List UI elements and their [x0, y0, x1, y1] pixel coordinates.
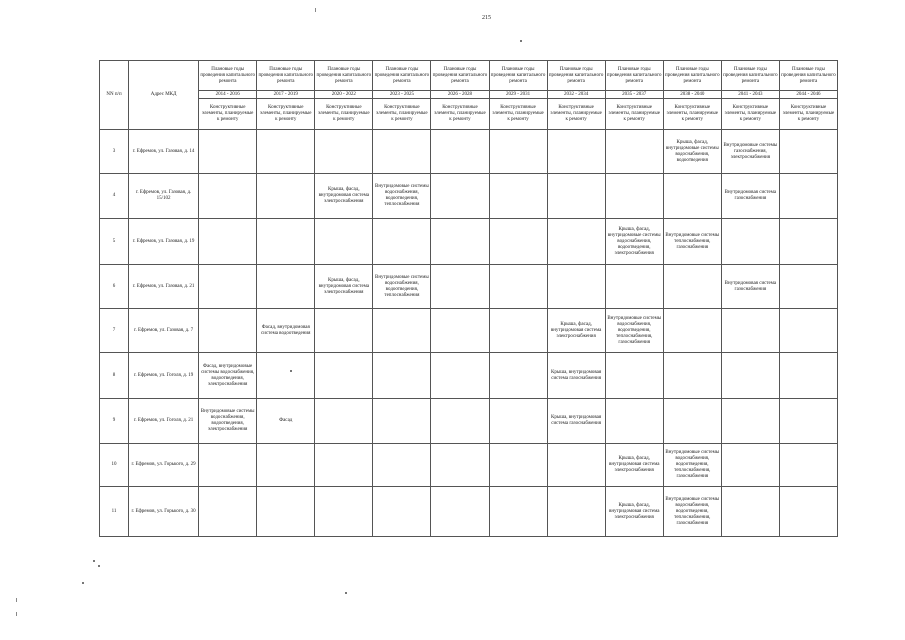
address-cell: г. Ефремов, ул. Газовая, д. 19	[129, 219, 199, 265]
period-title: Плановые годы проведения капитального ремонта	[779, 61, 837, 91]
element-cell	[721, 219, 779, 265]
header-row-elements	[100, 99, 838, 130]
element-cell	[373, 444, 431, 487]
element-cell	[605, 130, 663, 174]
scan-speck	[16, 612, 17, 616]
element-cell	[779, 309, 837, 353]
period-years: 2023 - 2025	[373, 91, 431, 99]
element-cell: Крыша, внутридомовая система газоснабжения	[547, 353, 605, 399]
table-body	[100, 130, 838, 537]
repair-plan-table	[99, 60, 838, 537]
table-row	[100, 444, 838, 487]
element-cell	[373, 309, 431, 353]
element-cell	[779, 353, 837, 399]
element-cell: Внутридомовые системы водоснабжения, водоотведения, теплоснабжения	[373, 174, 431, 219]
period-title: Плановые годы проведения капитального ремонта	[315, 61, 373, 91]
address-cell: г. Ефремов, ул. Горького, д. 29	[129, 444, 199, 487]
element-cell	[257, 130, 315, 174]
element-cell: Внутридомовые системы газоснабжения, электроснабжения	[721, 130, 779, 174]
table-row	[100, 309, 838, 353]
element-cell	[199, 174, 257, 219]
element-cell	[431, 265, 489, 309]
element-cell	[257, 174, 315, 219]
element-cell: Крыша, фасад, внутридомовая система электроснабжения	[547, 309, 605, 353]
header-row-periods	[100, 91, 838, 99]
page-number: 215	[482, 15, 491, 21]
address-cell: г. Ефремов, ул. Гоголя, д. 21	[129, 399, 199, 444]
scan-speck	[520, 40, 522, 42]
element-cell	[431, 444, 489, 487]
period-years: 2017 - 2019	[257, 91, 315, 99]
address-cell: г. Ефремов, ул. Гоголя, д. 19	[129, 353, 199, 399]
elements-label: Конструктивные элементы, планируемые к ремонту	[257, 99, 315, 130]
element-cell	[605, 265, 663, 309]
period-years: 2032 - 2034	[547, 91, 605, 99]
element-cell: Фасад, внутридомовая система водоотведения	[257, 309, 315, 353]
period-years: 2020 - 2022	[315, 91, 373, 99]
table-header	[100, 61, 838, 130]
row-number: 7	[100, 309, 129, 353]
element-cell: Крыша, фасад, внутридомовая система электроснабжения	[315, 265, 373, 309]
row-number: 3	[100, 130, 129, 174]
element-cell: Крыша, фасад, внутридомовые системы водоснабжения, водоотведения, электроснабжения	[605, 219, 663, 265]
element-cell	[663, 309, 721, 353]
element-cell	[315, 130, 373, 174]
element-cell: Внутридомовая система газоснабжения	[721, 265, 779, 309]
element-cell	[257, 487, 315, 537]
element-cell: Внутридомовые системы водоснабжения, водоотведения, теплоснабжения	[373, 265, 431, 309]
element-cell	[199, 265, 257, 309]
address-header: Адрес МКД	[129, 61, 199, 130]
element-cell	[721, 309, 779, 353]
elements-label: Конструктивные элементы, планируемые к ремонту	[547, 99, 605, 130]
row-number: 9	[100, 399, 129, 444]
period-title: Плановые годы проведения капитального ремонта	[663, 61, 721, 91]
element-cell	[257, 444, 315, 487]
row-number: 11	[100, 487, 129, 537]
element-cell	[257, 219, 315, 265]
row-number: 10	[100, 444, 129, 487]
period-years: 2038 - 2040	[663, 91, 721, 99]
element-cell	[547, 487, 605, 537]
element-cell: Внутридомовые системы теплоснабжения, газоснабжения	[663, 219, 721, 265]
element-cell	[605, 174, 663, 219]
element-cell	[199, 309, 257, 353]
element-cell	[431, 353, 489, 399]
period-years: 2029 - 2031	[489, 91, 547, 99]
scan-speck	[315, 8, 316, 12]
element-cell	[779, 487, 837, 537]
table-row	[100, 399, 838, 444]
element-cell: Крыша, фасад, внутридомовая система электроснабжения	[605, 487, 663, 537]
element-cell	[721, 353, 779, 399]
element-cell	[489, 399, 547, 444]
element-cell	[547, 265, 605, 309]
address-cell: г. Ефремов, ул. Газовая, д. 15/102	[129, 174, 199, 219]
element-cell: Внутридомовые системы водоснабжения, водоотведения, теплоснабжения, газоснабжения	[663, 444, 721, 487]
element-cell	[779, 219, 837, 265]
elements-label: Конструктивные элементы, планируемые к ремонту	[199, 99, 257, 130]
element-cell	[489, 444, 547, 487]
element-cell: Фасад	[257, 399, 315, 444]
element-cell	[373, 353, 431, 399]
table-row	[100, 130, 838, 174]
period-title: Плановые годы проведения капитального ремонта	[489, 61, 547, 91]
element-cell	[779, 444, 837, 487]
period-title: Плановые годы проведения капитального ремонта	[721, 61, 779, 91]
element-cell	[315, 444, 373, 487]
element-cell	[315, 309, 373, 353]
period-years: 2035 - 2037	[605, 91, 663, 99]
element-cell	[431, 487, 489, 537]
element-cell	[779, 399, 837, 444]
element-cell	[721, 444, 779, 487]
element-cell	[721, 399, 779, 444]
element-cell	[257, 353, 315, 399]
element-cell	[431, 309, 489, 353]
element-cell	[315, 487, 373, 537]
period-title: Плановые годы проведения капитального ремонта	[547, 61, 605, 91]
element-cell	[199, 487, 257, 537]
element-cell	[489, 130, 547, 174]
address-cell: г. Ефремов, ул. Газовая, д. 14	[129, 130, 199, 174]
element-cell	[663, 174, 721, 219]
period-title: Плановые годы проведения капитального ремонта	[431, 61, 489, 91]
elements-label: Конструктивные элементы, планируемые к ремонту	[721, 99, 779, 130]
period-title: Плановые годы проведения капитального ремонта	[605, 61, 663, 91]
row-number: 4	[100, 174, 129, 219]
element-cell	[547, 219, 605, 265]
element-cell: Внутридомовые системы водоснабжения, водоотведения, теплоснабжения, газоснабжения	[663, 487, 721, 537]
element-cell	[199, 219, 257, 265]
elements-label: Конструктивные элементы, планируемые к ремонту	[489, 99, 547, 130]
table-row	[100, 353, 838, 399]
element-cell	[199, 130, 257, 174]
element-cell	[373, 219, 431, 265]
element-cell: Внутридомовые системы водоснабжения, водоотведения, теплоснабжения, газоснабжения	[605, 309, 663, 353]
scan-speck	[290, 370, 292, 372]
period-years: 2026 - 2028	[431, 91, 489, 99]
element-cell	[315, 219, 373, 265]
element-cell	[373, 130, 431, 174]
element-cell	[431, 219, 489, 265]
scan-speck	[82, 582, 84, 584]
element-cell: Крыша, фасад, внутридомовая система электроснабжения	[315, 174, 373, 219]
element-cell	[663, 265, 721, 309]
element-cell	[489, 219, 547, 265]
element-cell	[721, 487, 779, 537]
header-row-titles	[100, 61, 838, 91]
element-cell: Фасад, внутридомовые системы водоснабжения, водоотведения, электроснабжения	[199, 353, 257, 399]
elements-label: Конструктивные элементы, планируемые к ремонту	[663, 99, 721, 130]
table-row	[100, 265, 838, 309]
address-cell: г. Ефремов, ул. Горького, д. 30	[129, 487, 199, 537]
element-cell	[373, 399, 431, 444]
element-cell	[199, 444, 257, 487]
address-cell: г. Ефремов, ул. Газовая, д. 21	[129, 265, 199, 309]
element-cell	[779, 130, 837, 174]
element-cell	[489, 487, 547, 537]
table-row	[100, 174, 838, 219]
row-number: 5	[100, 219, 129, 265]
element-cell	[547, 444, 605, 487]
elements-label: Конструктивные элементы, планируемые к ремонту	[779, 99, 837, 130]
nn-header: NN п/п	[100, 61, 129, 130]
element-cell	[779, 174, 837, 219]
element-cell	[489, 265, 547, 309]
elements-label: Конструктивные элементы, планируемые к ремонту	[373, 99, 431, 130]
scan-speck	[345, 592, 347, 594]
element-cell	[257, 265, 315, 309]
period-title: Плановые годы проведения капитального ремонта	[257, 61, 315, 91]
element-cell	[605, 353, 663, 399]
address-cell: г. Ефремов, ул. Газовая, д. 7	[129, 309, 199, 353]
scan-speck	[98, 565, 100, 567]
element-cell: Внутридомовые системы водоснабжения, водоотведения, электроснабжения	[199, 399, 257, 444]
element-cell	[489, 353, 547, 399]
period-title: Плановые годы проведения капитального ремонта	[199, 61, 257, 91]
element-cell	[547, 130, 605, 174]
element-cell: Крыша, фасад, внутридомовая система электроснабжения	[605, 444, 663, 487]
scan-speck	[16, 598, 17, 602]
element-cell	[489, 174, 547, 219]
elements-label: Конструктивные элементы, планируемые к ремонту	[605, 99, 663, 130]
element-cell	[605, 399, 663, 444]
period-years: 2041 - 2043	[721, 91, 779, 99]
element-cell	[779, 265, 837, 309]
element-cell	[431, 399, 489, 444]
period-years: 2014 - 2016	[199, 91, 257, 99]
element-cell	[489, 309, 547, 353]
element-cell	[431, 174, 489, 219]
element-cell	[373, 487, 431, 537]
element-cell	[663, 353, 721, 399]
element-cell	[315, 399, 373, 444]
period-title: Плановые годы проведения капитального ремонта	[373, 61, 431, 91]
element-cell	[663, 399, 721, 444]
table-row	[100, 219, 838, 265]
element-cell: Крыша, внутридомовая система газоснабжения	[547, 399, 605, 444]
row-number: 6	[100, 265, 129, 309]
table-row	[100, 487, 838, 537]
scan-speck	[93, 560, 95, 562]
element-cell	[547, 174, 605, 219]
row-number: 8	[100, 353, 129, 399]
period-years: 2044 - 2046	[779, 91, 837, 99]
elements-label: Конструктивные элементы, планируемые к ремонту	[315, 99, 373, 130]
elements-label: Конструктивные элементы, планируемые к ремонту	[431, 99, 489, 130]
element-cell	[315, 353, 373, 399]
element-cell: Внутридомовая система газоснабжения	[721, 174, 779, 219]
element-cell	[431, 130, 489, 174]
element-cell: Крыша, фасад, внутридомовые системы водоснабжения, водоотведения	[663, 130, 721, 174]
